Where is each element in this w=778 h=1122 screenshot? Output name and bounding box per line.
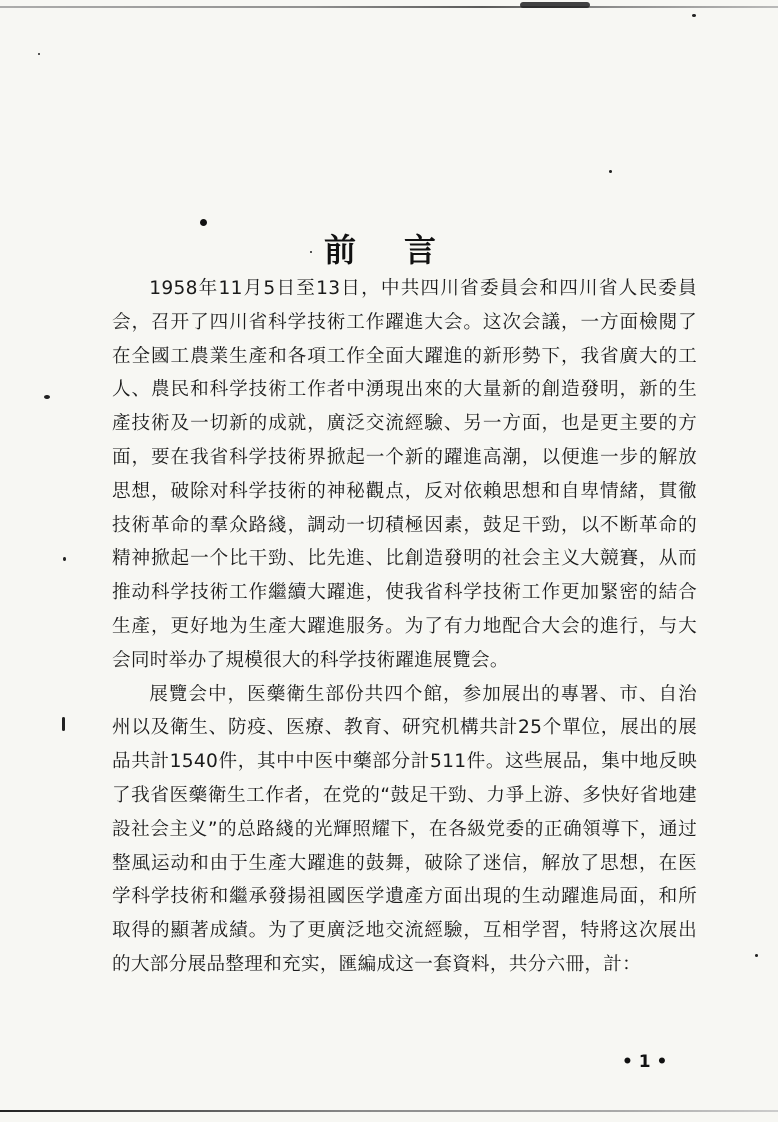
paragraph-1: 1958年11月5日至13日，中共四川省委員会和四川省人民委員会，召开了四川省科学技術工作躍進大会。这次会議，一方面檢閱了在全國工農業生產和各項工作全面大躍進的新形勢下，我省廣大的工人、農民和科学技術工作者中湧現出來的大量新的創造發明，新的生產技術及一切新的成就，廣泛交流經驗、另一方面，也是更主要的方面，要在我省科学技術界掀起一个新的躍進高潮，以便進一步的解放思想，破除对科学技術的神秘觀点，反对依賴思想和自卑情緒，貫徹技術革命的羣众路綫，調动一切積極因素，鼓足干勁，以不断革命的精神掀起一个比干勁、比先進、比創造發明的社会主义大競賽，从而推动科学技術工作繼續大躍進，使我省科学技術工作更加緊密的結合生產，更好地为生產大躍進服务。为了有力地配合大会的進行，与大会同时举办了規模很大的科学技術躍進展覽会。 [112,278,697,671]
page-title: 前言 [323,231,484,270]
scan-speck [609,170,612,173]
scan-bottom-edge [0,1110,778,1112]
scan-speck [63,557,66,561]
scan-speck [692,14,696,17]
paragraph-2: 展覽会中，医藥衛生部份共四个館，参加展出的專署、市、自治州以及衛生、防疫、医療、教育、研究机構共計25个單位，展出的展品共計1540件，其中中医中藥部分計511件。这些展品，集中地反映了我省医藥衛生工作者，在党的“鼓足干勁、力爭上游、多快好省地建設社会主义”的总路綫的光輝照耀下，在各級党委的正确領導下，通过整風运动和由于生產大躍進的鼓舞，破除了迷信，解放了思想，在医学科学技術和繼承發揚祖國医学遺產方面出現的生动躍進局面，和所取得的顯著成績。为了更廣泛地交流經驗，互相学習，特將这次展出的大部分展品整理和充实，匯編成这一套資料，共分六冊，計： [112,683,697,975]
scan-speck [62,717,65,731]
body-text [112,272,697,982]
scan-speck [38,53,40,55]
scan-top-edge [0,6,778,8]
scan-top-edge-mark [520,2,590,8]
scan-speck [755,954,758,957]
scan-speck [44,395,50,399]
page-number: • 1 • [622,1052,668,1072]
